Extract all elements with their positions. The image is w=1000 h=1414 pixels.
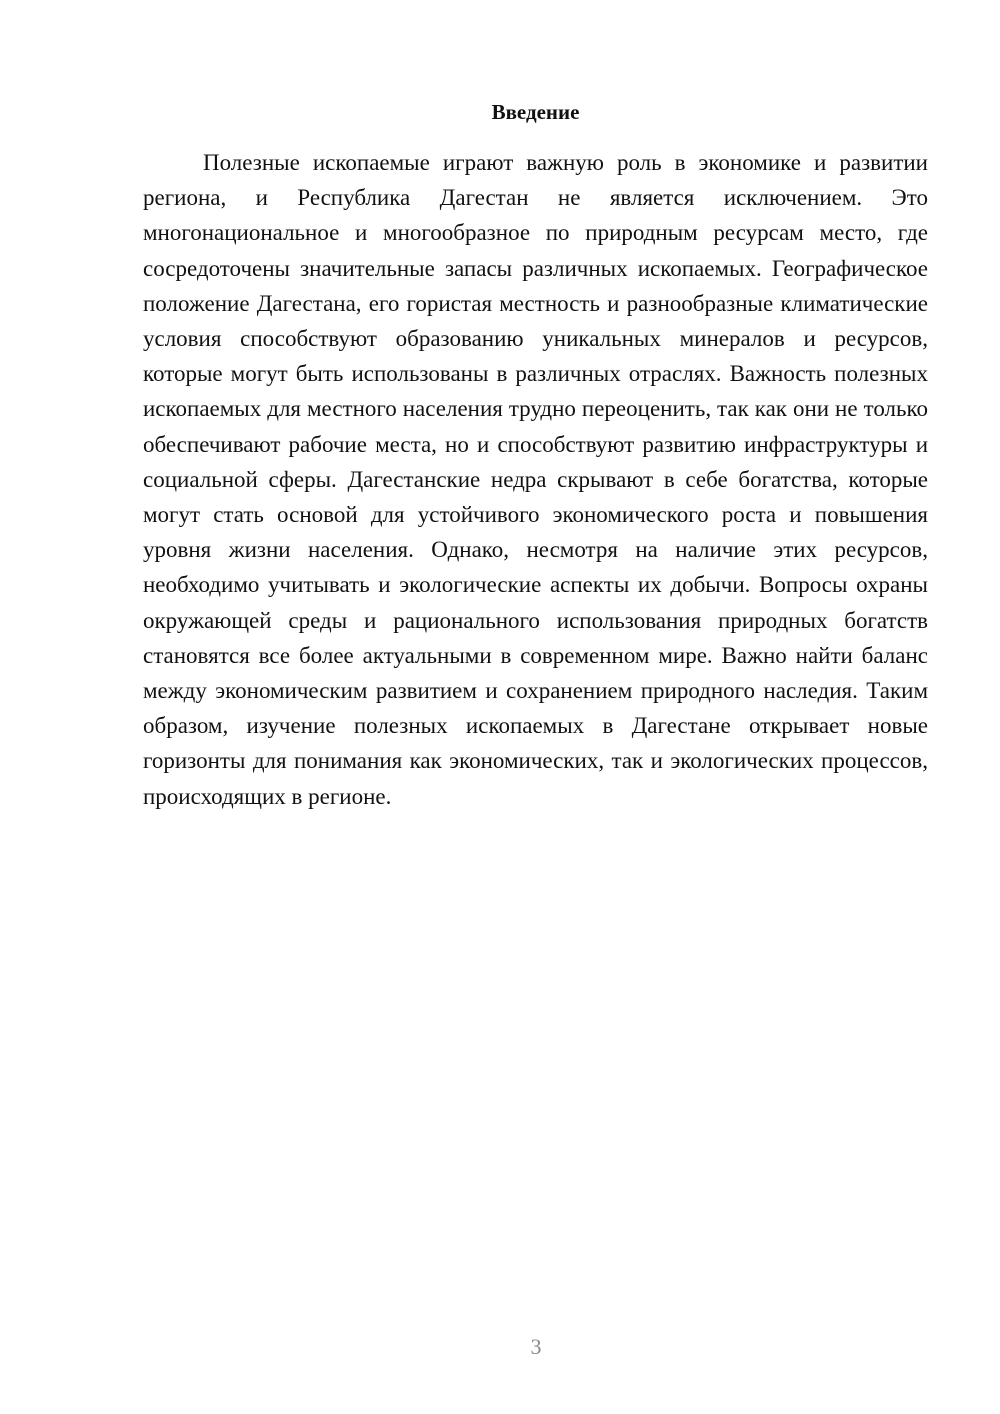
page-number: 3 bbox=[530, 1334, 542, 1359]
intro-paragraph: Полезные ископаемые играют важную роль в экономике и развитии региона, и Республика Дагестан не является исключением. Это многонациональное и многообразное по природным ресурсам место, где сосредоточены значительные запасы различных ископаемых. Географическое положение Дагестана, его гористая местность и разнообразные климатические условия способствуют образованию уникальных минералов и ресурсов, которые могут быть использованы в различных отраслях. Важность полезных ископаемых для местного населения трудно переоценить, так как они не только обеспечивают рабочие места, но и способствуют развитию инфраструктуры и социальной сферы. Дагестанские недра скрывают в себе богатства, которые могут стать основой для устойчивого экономического роста и повышения уровня жизни населения. Однако, несмотря на наличие этих ресурсов, необходимо учитывать и экологические аспекты их добычи. Вопросы охраны окружающей среды и рационального использования природных богатств становятся все более актуальными в современном мире. Важно найти баланс между экономическим развитием и сохранением природного наследия. Таким образом, изучение полезных ископаемых в Дагестане открывает новые горизонты для понимания как экономических, так и экологических процессов, происходящих в регионе. bbox=[143, 150, 928, 809]
section-heading: Введение bbox=[491, 100, 580, 124]
